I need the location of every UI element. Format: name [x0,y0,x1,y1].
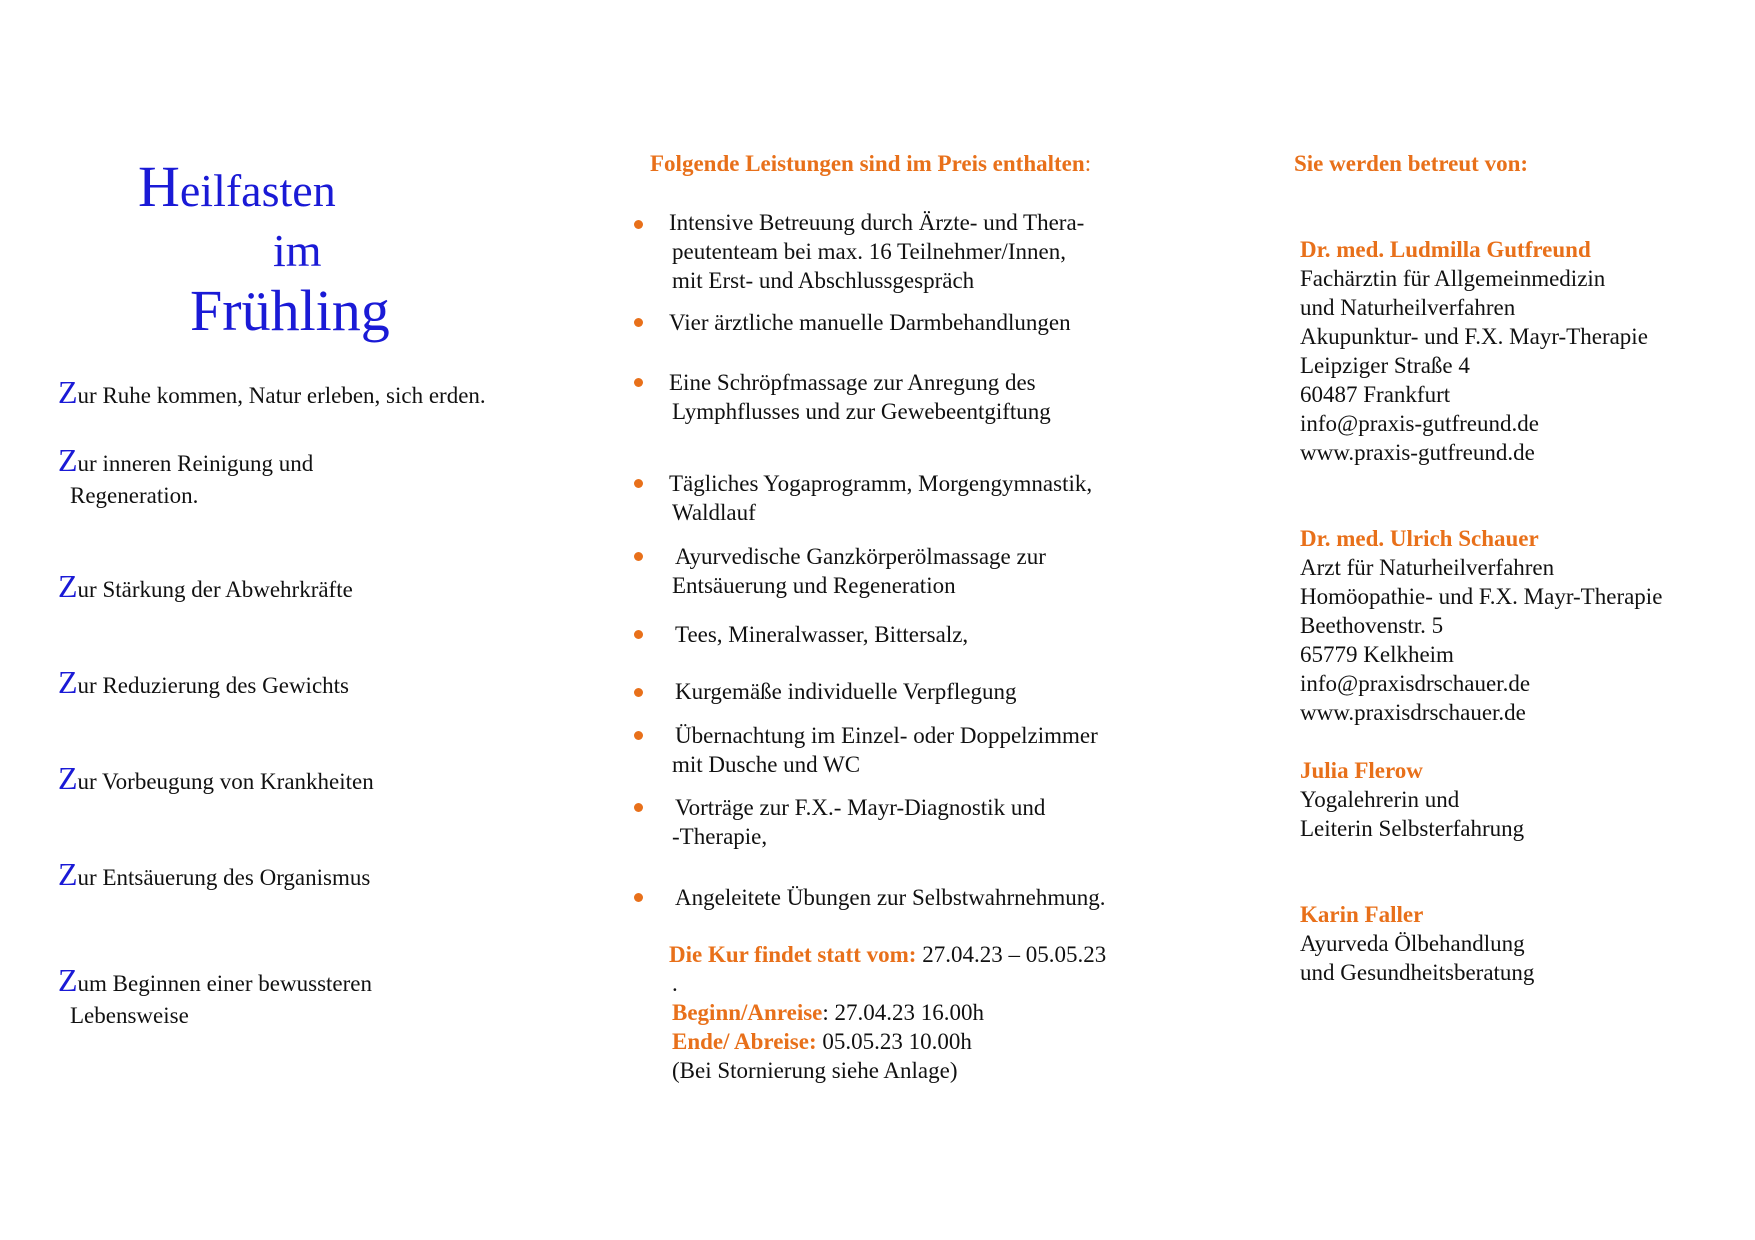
bullet-icon [634,803,643,812]
goal-item [58,856,371,892]
service-item-line: Vier ärztliche manuelle Darmbehandlungen [669,310,1071,335]
service-item-line: Übernachtung im Einzel- oder Doppelzimmer [675,723,1098,748]
bullet-icon [634,552,643,561]
member-website[interactable]: www.praxisdrschauer.de [1300,700,1526,725]
goal-text: ur Entsäuerung des Organismus [77,865,371,890]
end-date [672,1028,972,1056]
member-email[interactable]: info@praxisdrschauer.de [1300,671,1531,696]
goal-text-cont: Lebensweise [70,1003,189,1028]
storno-note: (Bei Stornierung siehe Anlage) [672,1058,958,1083]
goal-initial: Z [58,856,78,892]
goal-item [58,962,372,998]
service-item-line: -Therapie, [672,824,768,849]
services-heading-text: Folgende Leistungen sind im Preis enthalten [650,151,1085,176]
service-item-line: Intensive Betreuung durch Ärzte- und Thera- [669,210,1085,235]
goal-item [58,568,353,604]
goal-item [58,664,349,700]
bullet-icon [634,220,643,229]
goal-initial: Z [58,962,78,998]
member-line: Akupunktur- und F.X. Mayr-Therapie [1300,324,1648,349]
start-date [672,999,984,1027]
service-item-line: Tägliches Yogaprogramm, Morgengymnastik, [669,471,1093,496]
member-line: 65779 Kelkheim [1300,642,1454,667]
service-item-line: peutenteam bei max. 16 Teilnehmer/Innen, [672,239,1066,264]
goal-text: ur inneren Reinigung und [77,451,314,476]
service-item-line: mit Erst- und Abschlussgespräch [672,268,975,293]
member-line: Fachärztin für Allgemeinmedizin [1300,266,1606,291]
title-initial: H [138,154,180,219]
member-line: und Naturheilverfahren [1300,295,1516,320]
member-line: und Gesundheitsberatung [1300,960,1535,985]
start-value: : 27.04.23 16.00h [822,1000,985,1025]
member-name: Dr. med. Ludmilla Gutfreund [1300,237,1591,262]
goal-initial: Z [58,568,78,604]
goal-item [58,442,314,478]
goal-text: ur Vorbeugung von Krankheiten [77,769,374,794]
service-item-line: Tees, Mineralwasser, Bittersalz, [675,622,969,647]
service-item-line: Eine Schröpfmassage zur Anregung des [669,370,1036,395]
end-label: Ende/ Abreise: [672,1029,817,1054]
goal-initial: Z [58,374,78,410]
bullet-icon [634,378,643,387]
goal-text: ur Ruhe kommen, Natur erleben, sich erden. [77,383,486,408]
member-website[interactable]: www.praxis-gutfreund.de [1300,440,1535,465]
bullet-icon [634,688,643,697]
goal-text-cont: Regeneration. [70,483,199,508]
service-item-line: Entsäuerung und Regeneration [672,573,956,598]
kur-value: 27.04.23 – 05.05.23 [916,942,1107,967]
member-line: Beethovenstr. 5 [1300,613,1444,638]
member-name: Dr. med. Ulrich Schauer [1300,526,1539,551]
goal-initial: Z [58,664,78,700]
bullet-icon [634,893,643,902]
member-line: Arzt für Naturheilverfahren [1300,555,1555,580]
service-item-line: Ayurvedische Ganzkörperölmassage zur [675,544,1046,569]
title-line-3: Frühling [190,278,390,343]
service-item-line: Vorträge zur F.X.- Mayr-Diagnostik und [675,795,1046,820]
start-label: Beginn/Anreise [672,1000,823,1025]
goal-text: ur Stärkung der Abwehrkräfte [77,577,353,602]
title-rest: eilfasten [179,165,336,216]
bullet-icon [634,318,643,327]
service-item-line: Waldlauf [672,500,756,525]
member-line: Homöopathie- und F.X. Mayr-Therapie [1300,584,1663,609]
member-line: Yogalehrerin und [1300,787,1460,812]
end-value: 05.05.23 10.00h [816,1029,972,1054]
member-line: Leiterin Selbsterfahrung [1300,816,1525,841]
dot: . [672,971,678,996]
team-heading: Sie werden betreut von: [1294,151,1529,176]
title-line-2: im [273,225,322,276]
title-line-1 [138,154,336,220]
goal-item [58,760,374,796]
bullet-icon [634,731,643,740]
service-item-line: Angeleitete Übungen zur Selbstwahrnehmung. [675,885,1106,910]
services-heading [650,150,1091,178]
kur-dates [669,941,1106,969]
service-item-line: Kurgemäße individuelle Verpflegung [675,679,1017,704]
member-email[interactable]: info@praxis-gutfreund.de [1300,411,1539,436]
bullet-icon [634,479,643,488]
bullet-icon [634,630,643,639]
service-item-line: mit Dusche und WC [672,752,861,777]
services-heading-colon: : [1084,151,1092,176]
member-line: 60487 Frankfurt [1300,382,1451,407]
member-line: Ayurveda Ölbehandlung [1300,931,1525,956]
goal-initial: Z [58,760,78,796]
member-name: Karin Faller [1300,902,1424,927]
member-line: Leipziger Straße 4 [1300,353,1470,378]
kur-label: Die Kur findet statt vom: [669,942,917,967]
goal-item [58,374,486,410]
member-name: Julia Flerow [1300,758,1423,783]
goal-text: um Beginnen einer bewussteren [77,971,372,996]
service-item-line: Lymphflusses und zur Gewebeentgiftung [672,399,1051,424]
goal-initial: Z [58,442,78,478]
goal-text: ur Reduzierung des Gewichts [77,673,349,698]
